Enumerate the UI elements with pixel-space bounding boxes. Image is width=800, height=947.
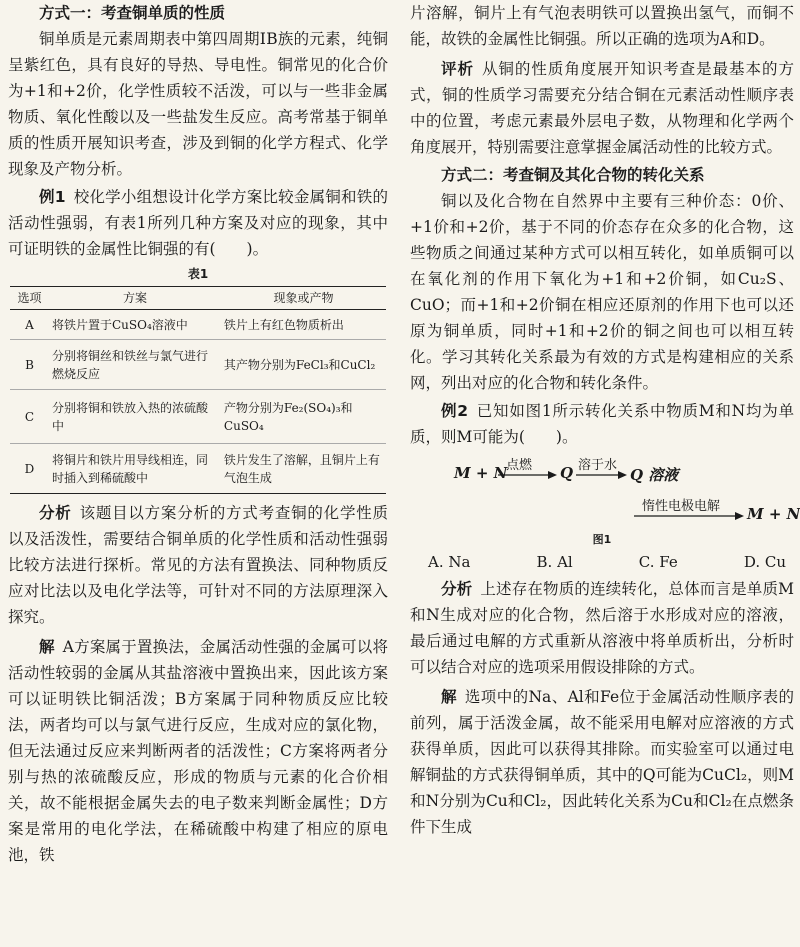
- header-result: 现象或产物: [221, 287, 386, 310]
- option-a: A. Na: [428, 553, 471, 571]
- table-row: [10, 310, 386, 340]
- section-heading-2: 方式二：考查铜及其化合物的转化关系: [441, 166, 705, 184]
- example-2: [410, 398, 794, 450]
- diagram-q: Q: [560, 464, 574, 482]
- example-1: [8, 184, 388, 262]
- table-row: [10, 390, 386, 444]
- section-heading-1: 方式一：考查铜单质的性质: [39, 4, 226, 22]
- row-option: B: [10, 340, 49, 390]
- row-plan: 将铜片和铁片用导线相连，同时插入到稀硫酸中: [49, 444, 221, 494]
- figure-caption: 图1: [592, 533, 612, 546]
- diagram-condition-electrolysis: 惰性电极电解: [642, 499, 721, 514]
- arrow-1-head-icon: [548, 471, 557, 479]
- analysis-1-text: 该题目以方案分析的方式考查铜的化学性质以及活泼性，需要结合铜单质的化学性质和活动性强弱比较方法进行探析。常见的方法有置换法、同种物质反应对比法以及电化学法等，可针对不同的方法原理深入探究。: [8, 504, 388, 626]
- analysis-1-label: 分析: [39, 504, 72, 522]
- row-result: 其产物分别为FeCl₃和CuCl₂: [221, 340, 386, 390]
- row-option: C: [10, 390, 49, 444]
- intro-paragraph: 铜单质是元素周期表中第四周期ⅠB族的元素，纯铜呈紫红色，具有良好的导热、导电性。铜常见的化合价为+1和+2价，化学性质较不活泼，可以与一些非金属物质、氧化性酸以及一些盐发生反应。高考常基于铜单质的性质开展知识考查，涉及到铜的化学方程式、化学现象及产物分析。: [8, 30, 388, 178]
- row-result: 铁片上有红色物质析出: [221, 310, 386, 340]
- option-c: C. Fe: [638, 553, 678, 571]
- conversion-diagram: [410, 452, 800, 532]
- option-d: D. Cu: [743, 553, 786, 571]
- analysis-2-label: 分析: [441, 580, 473, 598]
- transform-paragraph: 铜以及化合物在自然界中主要有三种价态：0价、+1价和+2价，基于不同的价态存在众多的化合物，这些物质之间通过某种方式可以相互转化，如单质铜可以在氧化剂的作用下氧化为+1和+2价铜，如Cu₂S、CuO；而+1和+2价铜在相应还原剂的作用下也可以还原为铜单质，同时+1和+2价的铜之间也可以相互转化。学习其转化关系最为有效的方式是构建相应的关系网，列出对应的化合物和转化条件。: [410, 192, 794, 392]
- analysis-2: [410, 576, 794, 680]
- left-column: [8, 0, 388, 868]
- row-plan: 分别将铜丝和铁丝与氯气进行燃烧反应: [49, 340, 221, 390]
- row-option: A: [10, 310, 49, 340]
- row-plan: 将铁片置于CuSO₄溶液中: [49, 310, 221, 340]
- analysis-1: [8, 500, 388, 630]
- example-2-label: 例2: [441, 402, 469, 420]
- example-1-label: 例1: [39, 188, 66, 206]
- header-option: 选项: [10, 287, 49, 310]
- arrow-3-head-icon: [735, 512, 744, 520]
- solution-2-label: 解: [441, 688, 457, 706]
- solution-1: [8, 634, 388, 868]
- arrow-2-head-icon: [618, 471, 627, 479]
- row-option: D: [10, 444, 49, 494]
- table-row: [10, 444, 386, 494]
- solution-1-text: A方案属于置换法，金属活动性强的金属可以将活动性较弱的金属从其盐溶液中置换出来，因此该方案可以证明铁比铜活泼；B方案属于同种物质反应比较法，两者均可以与氯气进行反应，生成对应的氯化物，但无法通过反应来判断两者的活泼性；C方案将两者分别与热的浓硫酸反应，形成的物质与元素的化合价相关，故不能根据金属失去的电子数来判断金属性；D方案是常用的电化学法，在稀硫酸中构建了相应的原电池，铁: [8, 638, 388, 864]
- right-column: [410, 0, 800, 840]
- diagram-condition-ignite: 点燃: [506, 458, 533, 473]
- comment: [410, 56, 794, 160]
- comparison-table: [10, 286, 386, 494]
- solution-1-label: 解: [39, 638, 55, 656]
- solution-2: [410, 684, 794, 840]
- option-b: B. Al: [536, 553, 573, 571]
- row-result: 铁片发生了溶解，且铜片上有气泡生成: [221, 444, 386, 494]
- table-header-row: [10, 287, 386, 310]
- header-plan: 方案: [49, 287, 221, 310]
- solution-2-text: 选项中的Na、Al和Fe位于金属活动性顺序表的前列，属于活泼金属，故不能采用电解对应溶液的方式获得单质，因此可以获得其排除。而实验室可以通过电解铜盐的方式获得铜单质，其中的Q可能为CuCl₂，则M和N分别为Cu和Cl₂，因此转化关系为Cu和Cl₂在点燃条件下生成: [410, 688, 794, 836]
- example-2-text: 已知如图1所示转化关系中物质M和N均为单质，则M可能为( )。: [410, 402, 794, 446]
- diagram-reactants: M + N: [454, 464, 508, 482]
- diagram-q-solution: Q 溶液: [630, 466, 679, 484]
- example-1-text: 校化学小组想设计化学方案比较金属铜和铁的活动性强弱，有表1所列几种方案及对应的现象，其中可证明铁的金属性比铜强的有( )。: [8, 188, 388, 258]
- comment-label: 评析: [441, 60, 474, 78]
- answer-options: [410, 548, 794, 574]
- comment-text: 从铜的性质角度展开知识考查是最基本的方式，铜的性质学习需要充分结合铜在元素活动性顺序表中的位置，考虑元素最外层电子数，从物理和化学两个角度展开，特别需要注意掌握金属活动性的比较方式。: [410, 60, 794, 156]
- analysis-2-text: 上述存在物质的连续转化，总体而言是单质M和N生成对应的化合物，然后溶于水形成对应的溶液，最后通过电解的方式重新从溶液中将单质析出，分析时可以结合对应的选项采用假设排除的方式。: [410, 580, 794, 676]
- table-caption: 表1: [187, 267, 209, 281]
- row-result: 产物分别为Fe₂(SO₄)₃和CuSO₄: [221, 390, 386, 444]
- row-plan: 分别将铜和铁放入热的浓硫酸中: [49, 390, 221, 444]
- table-row: [10, 340, 386, 390]
- diagram-condition-dissolve: 溶于水: [578, 458, 618, 473]
- diagram-products: M + N: [747, 505, 800, 523]
- continued-paragraph: 片溶解，铜片上有气泡表明铁可以置换出氢气，而铜不能，故铁的金属性比铜强。所以正确的选项为A和D。: [410, 4, 794, 48]
